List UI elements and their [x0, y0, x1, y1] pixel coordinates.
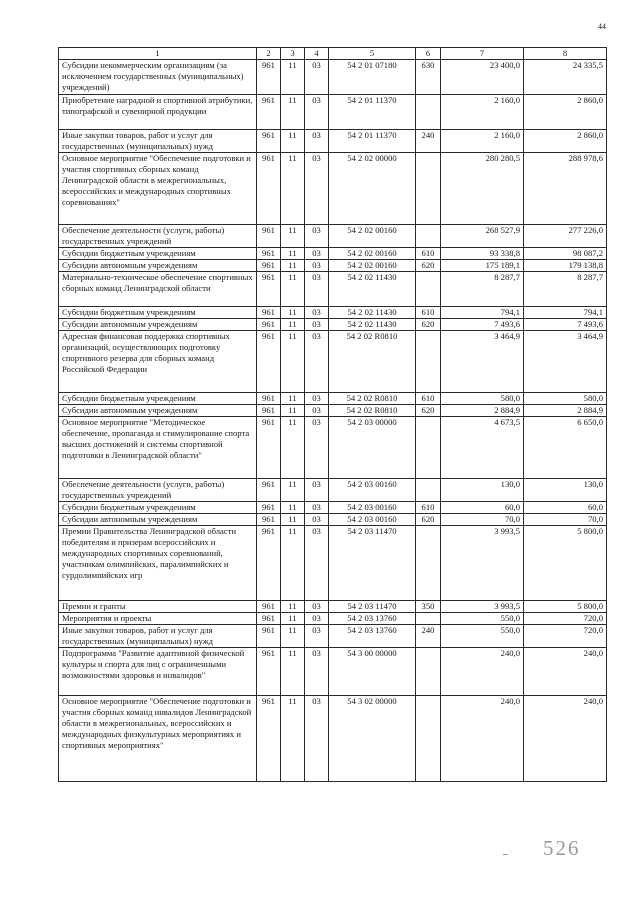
cell-amount-year2: 240,0: [524, 648, 607, 696]
cell-amount-year1: 93 338,8: [441, 248, 524, 260]
page-stamp: 526: [543, 836, 581, 860]
cell-amount-year1: 2 160,0: [441, 130, 524, 153]
cell-ministry-code: 961: [257, 319, 281, 331]
cell-name: Субсидии бюджетным учреждениям: [59, 393, 257, 405]
cell-ministry-code: 961: [257, 648, 281, 696]
cell-target-article: 54 2 03 11470: [329, 601, 416, 613]
cell-amount-year2: 720,0: [524, 625, 607, 648]
cell-subsection: 03: [305, 393, 329, 405]
cell-amount-year1: 3 993,5: [441, 526, 524, 601]
cell-target-article: 54 2 02 11430: [329, 307, 416, 319]
cell-target-article: 54 2 03 13760: [329, 625, 416, 648]
cell-name: Мероприятия и проекты: [59, 613, 257, 625]
cell-ministry-code: 961: [257, 417, 281, 479]
cell-subsection: 03: [305, 153, 329, 225]
cell-subsection: 03: [305, 613, 329, 625]
cell-ministry-code: 961: [257, 272, 281, 307]
cell-target-article: 54 2 03 00160: [329, 479, 416, 502]
cell-amount-year2: 2 884,9: [524, 405, 607, 417]
cell-amount-year2: 288 978,6: [524, 153, 607, 225]
budget-table: [58, 47, 607, 782]
cell-amount-year2: 3 464,9: [524, 331, 607, 393]
cell-amount-year1: 60,0: [441, 502, 524, 514]
cell-expense-type: 620: [416, 405, 441, 417]
cell-subsection: 03: [305, 502, 329, 514]
cell-target-article: 54 2 01 11370: [329, 95, 416, 130]
table-row: [59, 153, 607, 225]
cell-subsection: 03: [305, 405, 329, 417]
cell-section: 11: [281, 613, 305, 625]
cell-target-article: 54 3 00 00000: [329, 648, 416, 696]
cell-expense-type: 240: [416, 130, 441, 153]
cell-name: Субсидии автономным учреждениям: [59, 405, 257, 417]
cell-expense-type: 350: [416, 601, 441, 613]
cell-subsection: 03: [305, 319, 329, 331]
cell-section: 11: [281, 405, 305, 417]
cell-name: Субсидии автономным учреждениям: [59, 260, 257, 272]
cell-amount-year2: 794,1: [524, 307, 607, 319]
cell-name: Основное мероприятие "Методическое обеспечение, пропаганда и стимулирование спорта высших достижений и системы спортивной подготовки в Ленинградской области": [59, 417, 257, 479]
cell-amount-year2: 130,0: [524, 479, 607, 502]
cell-amount-year1: 550,0: [441, 613, 524, 625]
cell-amount-year1: 580,0: [441, 393, 524, 405]
cell-expense-type: 620: [416, 260, 441, 272]
cell-subsection: 03: [305, 248, 329, 260]
cell-section: 11: [281, 153, 305, 225]
cell-amount-year1: 4 673,5: [441, 417, 524, 479]
page-number: 44: [598, 22, 606, 31]
column-header: 4: [305, 48, 329, 60]
cell-amount-year1: 3 464,9: [441, 331, 524, 393]
cell-ministry-code: 961: [257, 393, 281, 405]
cell-section: 11: [281, 502, 305, 514]
table-row: [59, 272, 607, 307]
cell-expense-type: 620: [416, 514, 441, 526]
table-row: [59, 405, 607, 417]
cell-amount-year1: 240,0: [441, 696, 524, 782]
cell-section: 11: [281, 696, 305, 782]
cell-name: Премии и гранты: [59, 601, 257, 613]
cell-expense-type: [416, 613, 441, 625]
cell-section: 11: [281, 625, 305, 648]
cell-ministry-code: 961: [257, 331, 281, 393]
cell-section: 11: [281, 130, 305, 153]
cell-amount-year1: 3 993,5: [441, 601, 524, 613]
table-row: [59, 130, 607, 153]
table-row: [59, 319, 607, 331]
table-row: [59, 307, 607, 319]
cell-amount-year2: 70,0: [524, 514, 607, 526]
cell-name: Подпрограмма "Развитие адаптивной физической культуры и спорта для лиц с ограниченными возможностями здоровья и инвалидов": [59, 648, 257, 696]
cell-section: 11: [281, 95, 305, 130]
cell-amount-year1: 23 400,0: [441, 60, 524, 95]
table-row: [59, 331, 607, 393]
table-row: [59, 479, 607, 502]
cell-amount-year1: 268 527,9: [441, 225, 524, 248]
cell-amount-year1: 8 287,7: [441, 272, 524, 307]
cell-target-article: 54 2 02 00000: [329, 153, 416, 225]
cell-expense-type: 610: [416, 502, 441, 514]
cell-expense-type: 620: [416, 319, 441, 331]
column-header: 5: [329, 48, 416, 60]
footer-dash: –: [503, 849, 508, 859]
cell-subsection: 03: [305, 331, 329, 393]
cell-subsection: 03: [305, 260, 329, 272]
cell-name: Субсидии бюджетным учреждениям: [59, 307, 257, 319]
cell-name: Субсидии автономным учреждениям: [59, 514, 257, 526]
cell-amount-year1: 280 280,5: [441, 153, 524, 225]
cell-amount-year2: 6 650,0: [524, 417, 607, 479]
cell-expense-type: [416, 479, 441, 502]
cell-section: 11: [281, 60, 305, 95]
cell-subsection: 03: [305, 526, 329, 601]
cell-target-article: 54 2 03 00160: [329, 514, 416, 526]
cell-name: Иные закупки товаров, работ и услуг для государственных (муниципальных) нужд: [59, 130, 257, 153]
cell-name: Субсидии бюджетным учреждениям: [59, 502, 257, 514]
table-row: [59, 696, 607, 782]
cell-subsection: 03: [305, 130, 329, 153]
table-row: [59, 95, 607, 130]
cell-name: Адресная финансовая поддержка спортивных организаций, осуществляющих подготовку спортивного резерва для сборных команд Российской Федерации: [59, 331, 257, 393]
cell-expense-type: [416, 153, 441, 225]
cell-ministry-code: 961: [257, 60, 281, 95]
cell-ministry-code: 961: [257, 248, 281, 260]
cell-ministry-code: 961: [257, 130, 281, 153]
cell-expense-type: 240: [416, 625, 441, 648]
cell-name: Материально-техническое обеспечение спортивных сборных команд Ленинградской области: [59, 272, 257, 307]
cell-section: 11: [281, 260, 305, 272]
cell-subsection: 03: [305, 307, 329, 319]
cell-target-article: 54 2 02 00160: [329, 225, 416, 248]
cell-ministry-code: 961: [257, 601, 281, 613]
cell-name: Премии Правительства Ленинградской области победителям и призерам всероссийских и международных спортивных соревнований, участникам олимпийских, паралимпийских и сурдолимпийских игр: [59, 526, 257, 601]
cell-amount-year1: 7 493,6: [441, 319, 524, 331]
cell-expense-type: [416, 95, 441, 130]
cell-ministry-code: 961: [257, 613, 281, 625]
table-row: [59, 613, 607, 625]
cell-name: Субсидии автономным учреждениям: [59, 319, 257, 331]
cell-target-article: 54 2 02 00160: [329, 260, 416, 272]
table-row: [59, 225, 607, 248]
cell-section: 11: [281, 393, 305, 405]
cell-ministry-code: 961: [257, 307, 281, 319]
cell-amount-year2: 2 860,0: [524, 130, 607, 153]
cell-name: Обеспечение деятельности (услуги, работы) государственных учреждений: [59, 225, 257, 248]
cell-subsection: 03: [305, 95, 329, 130]
cell-expense-type: 610: [416, 393, 441, 405]
cell-expense-type: [416, 225, 441, 248]
cell-ministry-code: 961: [257, 526, 281, 601]
column-header: 1: [59, 48, 257, 60]
cell-target-article: 54 2 03 00160: [329, 502, 416, 514]
cell-target-article: 54 2 03 11470: [329, 526, 416, 601]
cell-ministry-code: 961: [257, 95, 281, 130]
cell-amount-year1: 240,0: [441, 648, 524, 696]
cell-target-article: 54 3 02 00000: [329, 696, 416, 782]
cell-expense-type: [416, 417, 441, 479]
table-row: [59, 514, 607, 526]
cell-target-article: 54 2 03 00000: [329, 417, 416, 479]
cell-expense-type: [416, 696, 441, 782]
table-row: [59, 601, 607, 613]
cell-amount-year2: 240,0: [524, 696, 607, 782]
cell-target-article: 54 2 01 11370: [329, 130, 416, 153]
cell-section: 11: [281, 648, 305, 696]
table-row: [59, 625, 607, 648]
cell-subsection: 03: [305, 417, 329, 479]
cell-target-article: 54 2 02 11430: [329, 319, 416, 331]
cell-ministry-code: 961: [257, 153, 281, 225]
cell-ministry-code: 961: [257, 625, 281, 648]
cell-ministry-code: 961: [257, 514, 281, 526]
cell-expense-type: 630: [416, 60, 441, 95]
table-row: [59, 60, 607, 95]
cell-ministry-code: 961: [257, 405, 281, 417]
cell-amount-year2: 720,0: [524, 613, 607, 625]
cell-section: 11: [281, 514, 305, 526]
cell-target-article: 54 2 01 07180: [329, 60, 416, 95]
cell-name: Обеспечение деятельности (услуги, работы) государственных учреждений: [59, 479, 257, 502]
table-row: [59, 248, 607, 260]
cell-name: Основное мероприятие "Обеспечение подготовки и участия сборных команд инвалидов Ленинградской области в межрегиональных, всероссийских и международных физкультурных мероприятиях и спортивных мероприятиях": [59, 696, 257, 782]
cell-section: 11: [281, 479, 305, 502]
cell-subsection: 03: [305, 479, 329, 502]
column-header: 7: [441, 48, 524, 60]
cell-amount-year2: 8 287,7: [524, 272, 607, 307]
cell-name: Основное мероприятие "Обеспечение подготовки и участия спортивных сборных команд Ленинградской области в межрегиональных, всероссийских и международных спортивных соревнованиях": [59, 153, 257, 225]
cell-section: 11: [281, 331, 305, 393]
cell-subsection: 03: [305, 272, 329, 307]
cell-name: Приобретение наградной и спортивной атрибутики, типографской и сувенирной продукции: [59, 95, 257, 130]
cell-amount-year1: 794,1: [441, 307, 524, 319]
cell-expense-type: [416, 648, 441, 696]
table-row: [59, 648, 607, 696]
cell-section: 11: [281, 417, 305, 479]
cell-ministry-code: 961: [257, 479, 281, 502]
cell-amount-year1: 130,0: [441, 479, 524, 502]
cell-target-article: 54 2 02 00160: [329, 248, 416, 260]
cell-amount-year2: 580,0: [524, 393, 607, 405]
cell-target-article: 54 2 02 R0810: [329, 405, 416, 417]
column-header: 6: [416, 48, 441, 60]
cell-amount-year2: 60,0: [524, 502, 607, 514]
cell-expense-type: [416, 526, 441, 601]
cell-amount-year2: 5 800,0: [524, 526, 607, 601]
cell-subsection: 03: [305, 648, 329, 696]
cell-amount-year2: 5 800,0: [524, 601, 607, 613]
column-header: 2: [257, 48, 281, 60]
table-row: [59, 260, 607, 272]
table-row: [59, 502, 607, 514]
cell-amount-year2: 277 226,0: [524, 225, 607, 248]
cell-amount-year2: 179 138,8: [524, 260, 607, 272]
cell-subsection: 03: [305, 625, 329, 648]
cell-subsection: 03: [305, 696, 329, 782]
cell-section: 11: [281, 225, 305, 248]
cell-expense-type: 610: [416, 307, 441, 319]
cell-expense-type: 610: [416, 248, 441, 260]
cell-amount-year1: 2 160,0: [441, 95, 524, 130]
cell-amount-year1: 175 189,1: [441, 260, 524, 272]
cell-section: 11: [281, 601, 305, 613]
cell-section: 11: [281, 272, 305, 307]
cell-name: Субсидии бюджетным учреждениям: [59, 248, 257, 260]
cell-subsection: 03: [305, 60, 329, 95]
cell-target-article: 54 2 02 R0810: [329, 393, 416, 405]
cell-amount-year1: 70,0: [441, 514, 524, 526]
cell-amount-year2: 98 087,2: [524, 248, 607, 260]
cell-amount-year2: 7 493,6: [524, 319, 607, 331]
cell-section: 11: [281, 319, 305, 331]
cell-expense-type: [416, 331, 441, 393]
column-header: 3: [281, 48, 305, 60]
cell-target-article: 54 2 03 13760: [329, 613, 416, 625]
cell-ministry-code: 961: [257, 225, 281, 248]
cell-amount-year1: 2 884,9: [441, 405, 524, 417]
cell-section: 11: [281, 526, 305, 601]
cell-amount-year2: 2 860,0: [524, 95, 607, 130]
cell-expense-type: [416, 272, 441, 307]
cell-ministry-code: 961: [257, 260, 281, 272]
cell-amount-year1: 550,0: [441, 625, 524, 648]
cell-amount-year2: 24 335,5: [524, 60, 607, 95]
cell-ministry-code: 961: [257, 502, 281, 514]
table-row: [59, 417, 607, 479]
cell-target-article: 54 2 02 11430: [329, 272, 416, 307]
cell-target-article: 54 2 02 R0810: [329, 331, 416, 393]
table-row: [59, 393, 607, 405]
cell-section: 11: [281, 248, 305, 260]
cell-subsection: 03: [305, 601, 329, 613]
cell-name: Субсидии некоммерческим организациям (за исключением государственных (муниципальных) учреждений): [59, 60, 257, 95]
cell-name: Иные закупки товаров, работ и услуг для государственных (муниципальных) нужд: [59, 625, 257, 648]
table-header-row: [59, 48, 607, 60]
cell-ministry-code: 961: [257, 696, 281, 782]
cell-section: 11: [281, 307, 305, 319]
cell-subsection: 03: [305, 225, 329, 248]
column-header: 8: [524, 48, 607, 60]
table-row: [59, 526, 607, 601]
cell-subsection: 03: [305, 514, 329, 526]
